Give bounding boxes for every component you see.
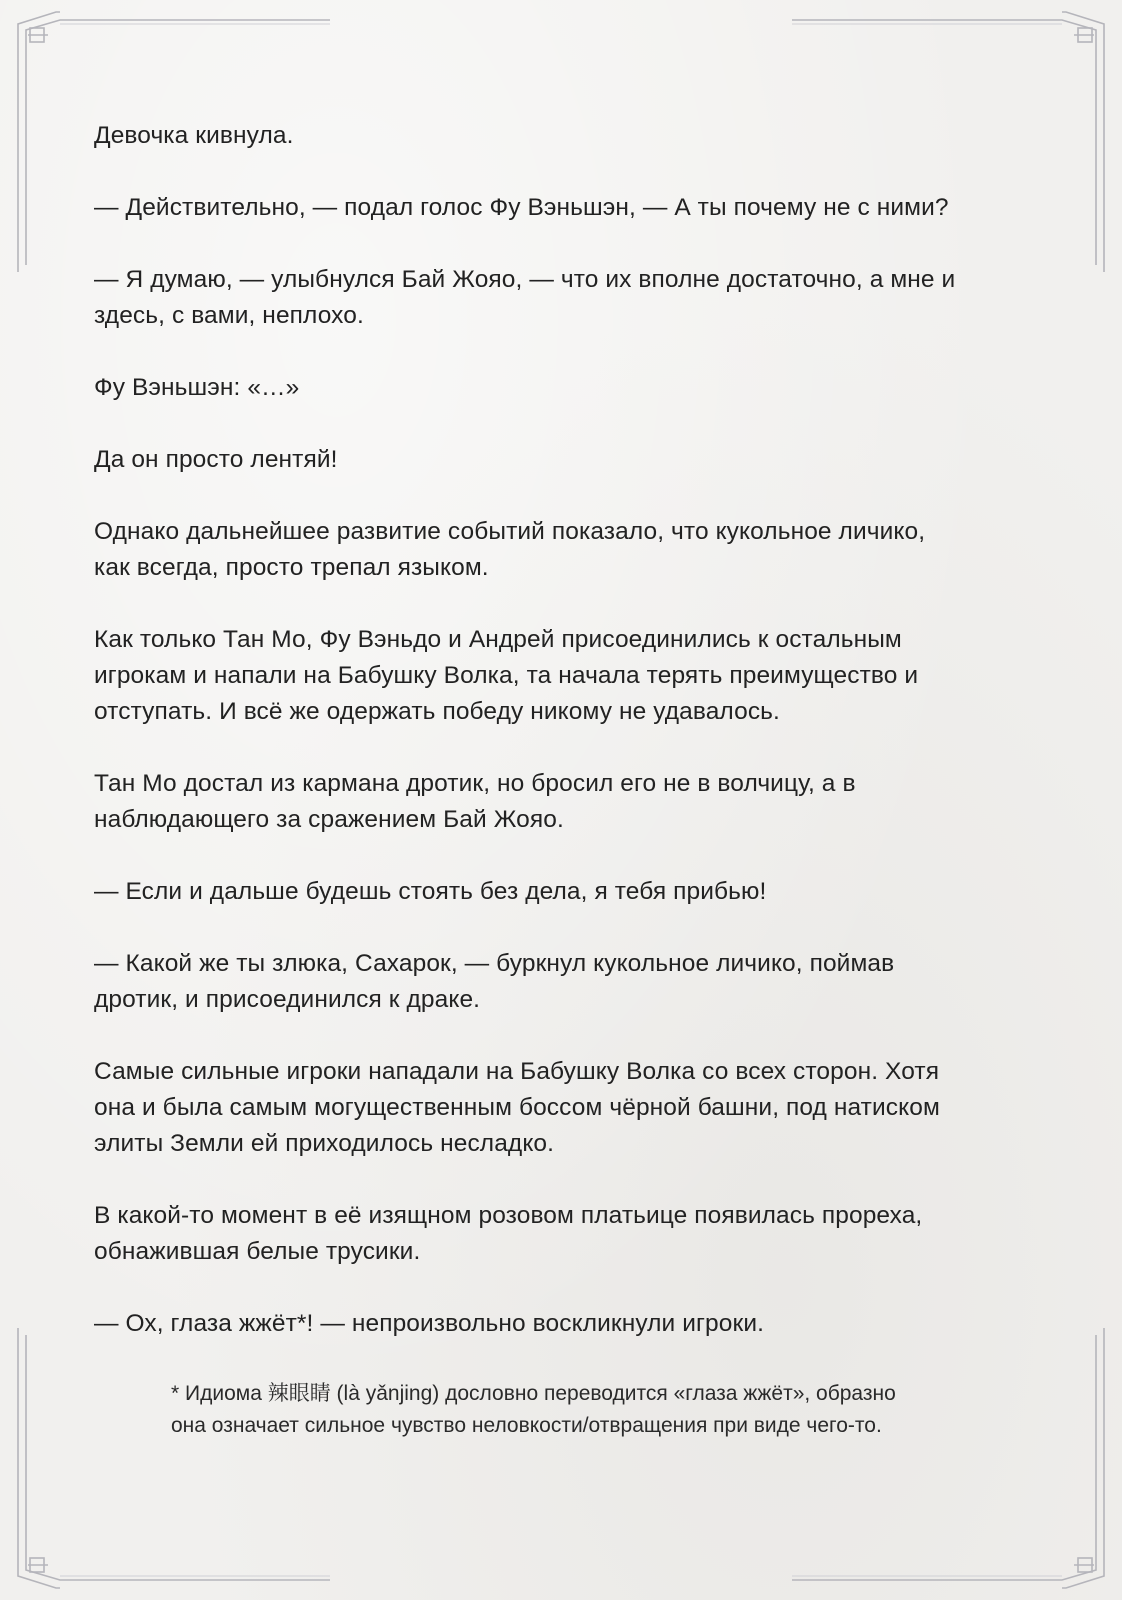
text-body [94, 118, 1034, 1378]
paragraph: — Ох, глаза жжёт*! — непроизвольно воскликнули игроки. [94, 1310, 765, 1337]
paragraph: Как только Тан Мо, Фу Вэньдо и Андрей присоединились к остальным игрокам и напали на Бабушку Волка, та начала терять преимущество и отступать. И всё же одержать победу никому не удавалось. [94, 626, 919, 725]
paragraph: Самые сильные игроки нападали на Бабушку Волка со всех сторон. Хотя она и была самым могущественным боссом чёрной башни, под натиском элиты Земли ей приходилось несладко. [94, 1058, 940, 1157]
paragraph: — Я думаю, — улыбнулся Бай Жояо, — что их вполне достаточно, а мне и здесь, с вами, неплохо. [94, 266, 956, 329]
paragraph: Фу Вэньшэн: «…» [94, 374, 300, 401]
paragraph: — Если и дальше будешь стоять без дела, я тебя прибью! [94, 878, 767, 905]
footnote: * Идиома 辣眼睛 (là yǎnjing) дословно переводится «глаза жжёт», образно она означает сильное чувство неловкости/отвращения при виде чего-то. [171, 1382, 896, 1437]
paragraph: — Действительно, — подал голос Фу Вэньшэн, — А ты почему не с ними? [94, 194, 949, 221]
paragraph: — Какой же ты злюка, Сахарок, — буркнул кукольное личико, поймав дротик, и присоединился к драке. [94, 950, 895, 1013]
paragraph: В какой-то момент в её изящном розовом платьице появилась прореха, обнажившая белые трусики. [94, 1202, 923, 1265]
paragraph: Однако дальнейшее развитие событий показало, что кукольное личико, как всегда, просто трепал языком. [94, 518, 926, 581]
paragraph: Тан Мо достал из кармана дротик, но бросил его не в волчицу, а в наблюдающего за сражением Бай Жояо. [94, 770, 856, 833]
paragraph: Девочка кивнула. [94, 122, 294, 149]
paragraph: Да он просто лентяй! [94, 446, 338, 473]
